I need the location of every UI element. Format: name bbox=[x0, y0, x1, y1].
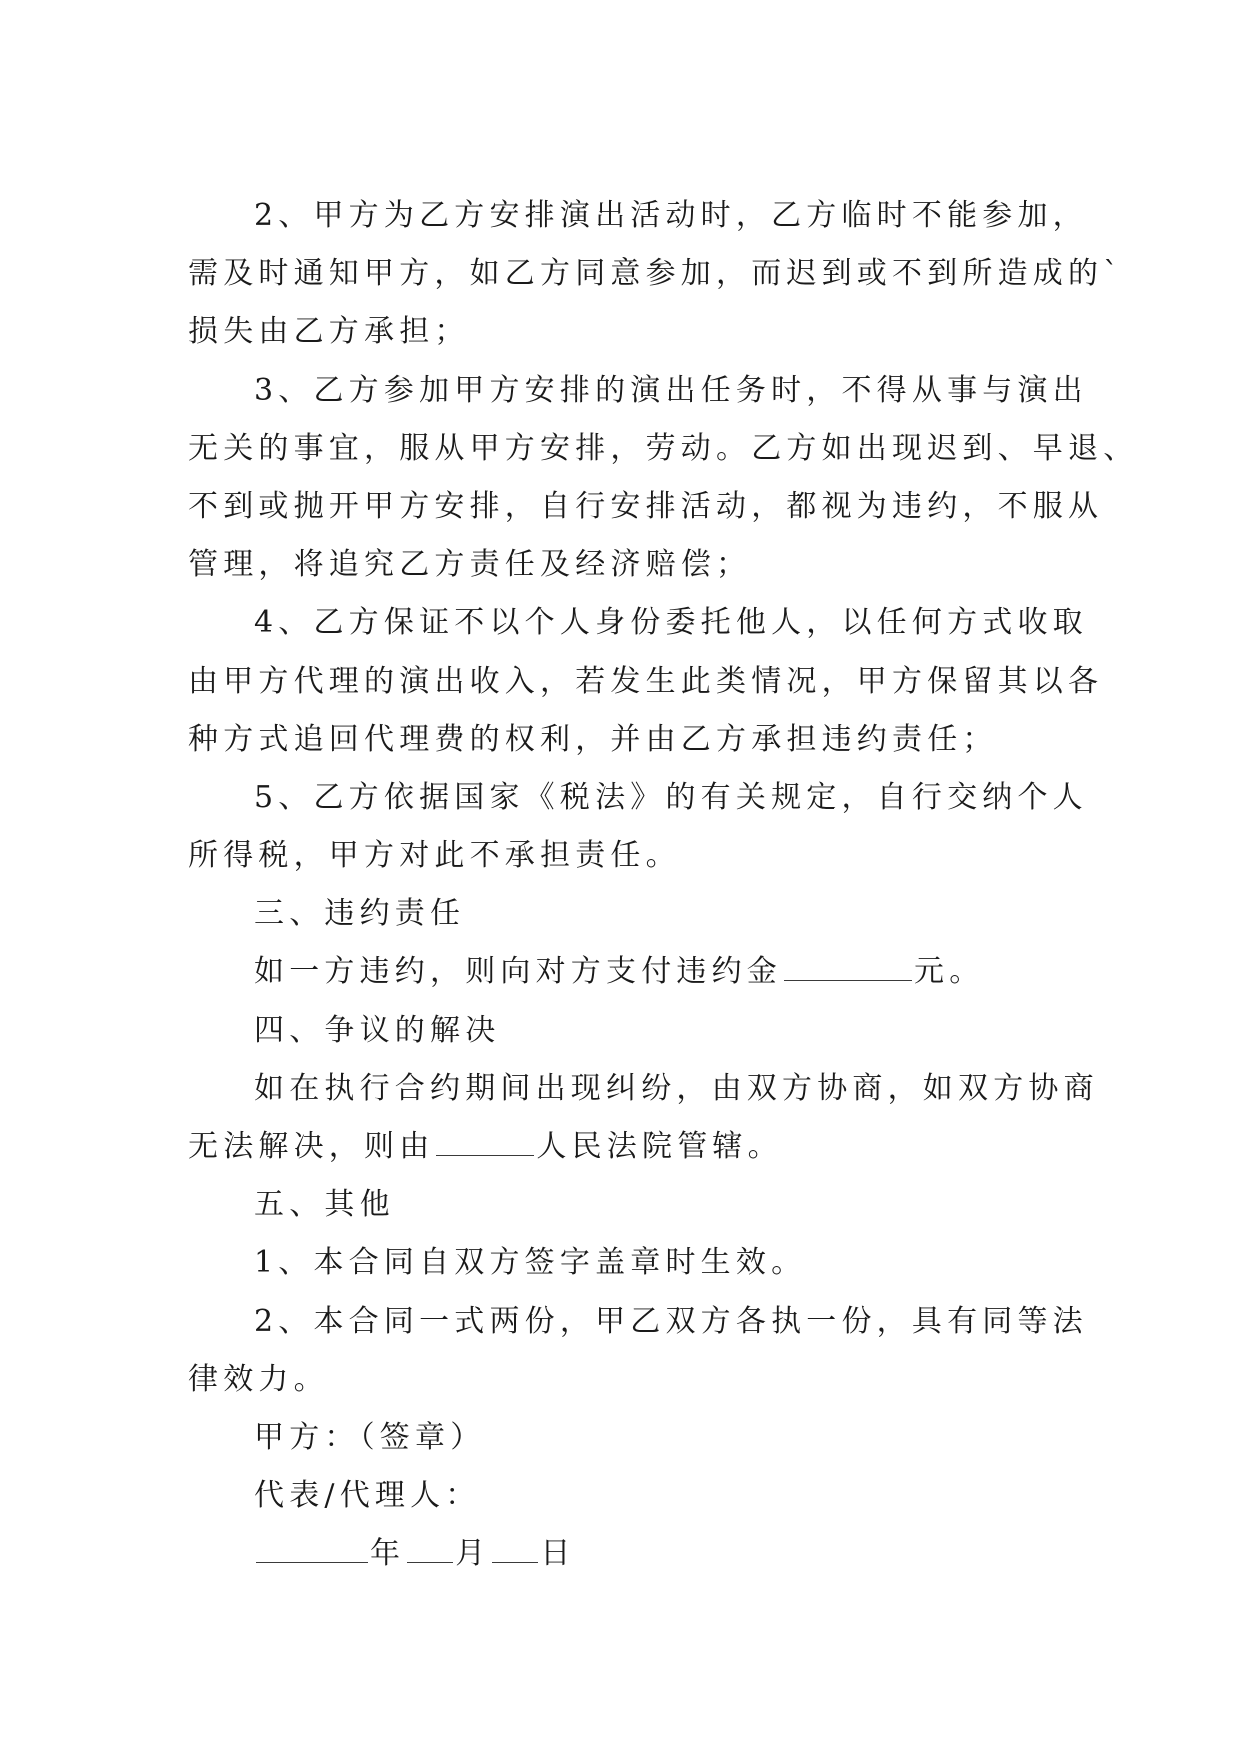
month-blank bbox=[407, 1562, 453, 1563]
month-label: 月 bbox=[455, 1536, 491, 1572]
clause-3-line-1: 3、乙方参加甲方安排的演出任务时，不得从事与演出 bbox=[254, 372, 1088, 408]
other-item-2-line-2: 律效力。 bbox=[188, 1361, 329, 1397]
clause-3-line-3: 不到或抛开甲方安排，自行安排活动，都视为违约，不服从 bbox=[188, 488, 1104, 524]
other-item-2-line-1: 2、本合同一式两份，甲乙双方各执一份，具有同等法 bbox=[254, 1303, 1088, 1339]
clause-5-line-2: 所得税，甲方对此不承担责任。 bbox=[188, 838, 681, 874]
day-label: 日 bbox=[540, 1536, 576, 1572]
year-blank bbox=[256, 1562, 368, 1563]
clause-3-line-2: 无关的事宜，服从甲方安排，劳动。乙方如出现迟到、早退、 bbox=[188, 430, 1139, 466]
day-blank bbox=[492, 1562, 538, 1563]
section-3-heading: 三、违约责任 bbox=[254, 896, 466, 932]
section-5-heading: 五、其他 bbox=[254, 1187, 395, 1223]
clause-5-line-1: 5、乙方依据国家《税法》的有关规定，自行交纳个人 bbox=[254, 779, 1088, 815]
penalty-amount-blank bbox=[784, 980, 912, 981]
court-name-blank bbox=[436, 1155, 534, 1156]
representative-label: 代表/代理人： bbox=[254, 1478, 481, 1514]
party-a-signature-label: 甲方：（签章） bbox=[254, 1419, 486, 1455]
dispute-line-1: 如在执行合约期间出现纠纷，由双方协商，如双方协商 bbox=[254, 1070, 1099, 1106]
penalty-text-after: 元。 bbox=[914, 954, 985, 990]
clause-3-line-4: 管理，将追究乙方责任及经济赔偿； bbox=[188, 547, 752, 583]
clause-2-line-1: 2、甲方为乙方安排演出活动时，乙方临时不能参加， bbox=[254, 198, 1088, 233]
clause-4-line-1: 4、乙方保证不以个人身份委托他人，以任何方式收取 bbox=[254, 605, 1088, 641]
contract-body bbox=[188, 187, 1139, 1584]
section-4-heading: 四、争议的解决 bbox=[254, 1012, 501, 1048]
dispute-text-after: 人民法院管辖。 bbox=[536, 1129, 783, 1164]
clause-4-line-3: 种方式追回代理费的权利，并由乙方承担违约责任； bbox=[188, 721, 998, 757]
clause-2-line-2: 需及时通知甲方，如乙方同意参加，而迟到或不到所造成的` bbox=[188, 256, 1124, 292]
clause-2-line-3: 损失由乙方承担； bbox=[188, 314, 470, 350]
penalty-text-before: 如一方违约，则向对方支付违约金 bbox=[254, 954, 782, 990]
year-label: 年 bbox=[370, 1536, 406, 1572]
other-item-1: 1、本合同自双方签字盖章时生效。 bbox=[254, 1245, 807, 1281]
clause-4-line-2: 由甲方代理的演出收入，若发生此类情况，甲方保留其以各 bbox=[188, 663, 1104, 699]
dispute-line-2 bbox=[188, 1118, 1053, 1176]
dispute-text-before: 无法解决，则由 bbox=[188, 1129, 435, 1164]
signing-date-line bbox=[188, 1525, 1053, 1583]
penalty-line bbox=[188, 943, 1053, 1001]
